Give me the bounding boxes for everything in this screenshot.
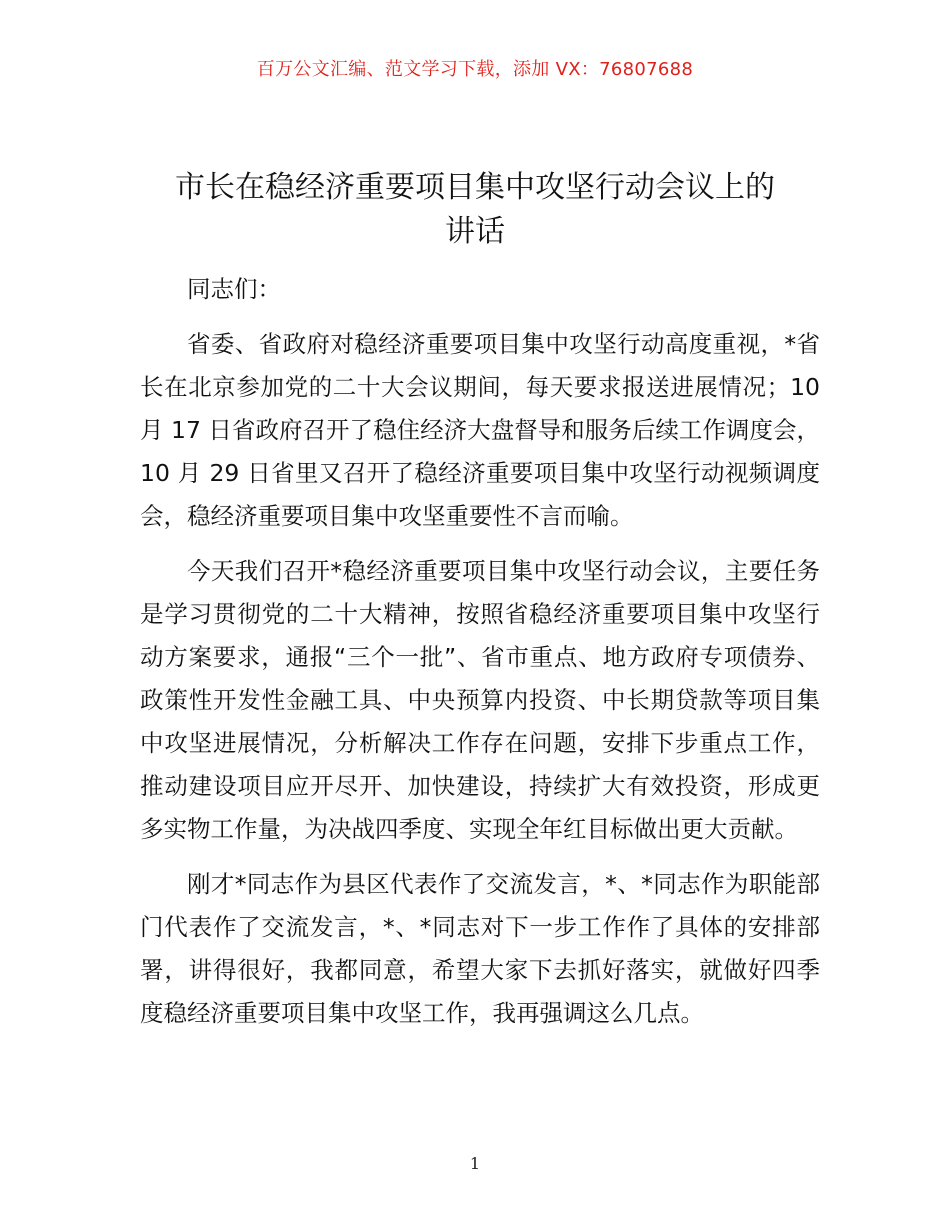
paragraph-1: 省委、省政府对稳经济重要项目集中攻坚行动高度重视，*省长在北京参加党的二十大会议期间，每天要求报送进展情况；10 月 17 日省政府召开了稳住经济大盘督导和服务后续工作调度会，10 月 29 日省里又召开了稳经济重要项目集中攻坚行动视频调度会，稳经济重要项目集中攻坚重要性不言而喻。	[140, 330, 820, 530]
document-title	[130, 166, 820, 254]
paragraph-3: 刚才*同志作为县区代表作了交流发言，*、*同志作为职能部门代表作了交流发言，*、*同志对下一步工作作了具体的安排部署，讲得很好，我都同意，希望大家下去抓好落实，就做好四季度稳经济重要项目集中攻坚工作，我再强调这么几点。	[140, 870, 820, 1027]
document-body	[140, 268, 820, 1047]
paragraph-2: 今天我们召开*稳经济重要项目集中攻坚行动会议，主要任务是学习贯彻党的二十大精神，按照省稳经济重要项目集中攻坚行动方案要求，通报“三个一批”、省市重点、地方政府专项债券、政策性开发性金融工具、中央预算内投资、中长期贷款等项目集中攻坚进展情况，分析解决工作存在问题，安排下步重点工作，推动建设项目应开尽开、加快建设，持续扩大有效投资，形成更多实物工作量，为决战四季度、实现全年红目标做出更大贡献。	[140, 557, 820, 843]
page-number: 1	[469, 1154, 481, 1173]
title-line-2: 讲话	[445, 214, 505, 249]
greeting: 同志们：	[187, 275, 281, 303]
header-watermark-text: 百万公文汇编、范文学习下载，添加 VX：76807688	[256, 59, 694, 80]
title-line-1: 市长在稳经济重要项目集中攻坚行动会议上的	[175, 170, 775, 205]
